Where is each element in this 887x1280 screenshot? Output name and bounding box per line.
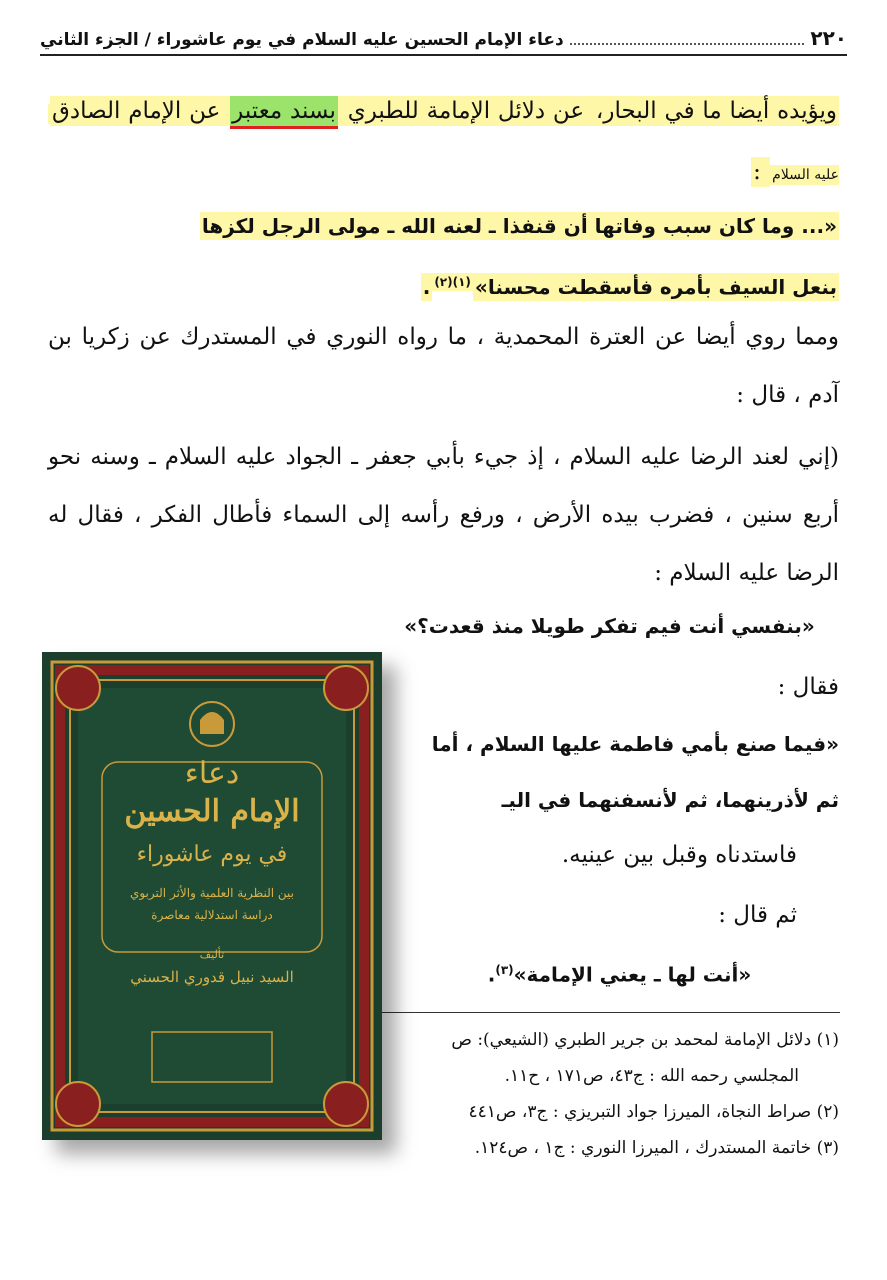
cover-subtitle-2: دراسة استدلالية معاصرة [151,908,273,922]
quote-qunfudh [48,198,839,315]
footnote-text: خاتمة المستدرك ، الميرزا النوري : ج١ ، ص١٢٤. [474,1138,812,1158]
cover-title-1: دعاء [184,756,240,791]
cover-title-2: الإمام الحسين [124,794,300,829]
para1-end: : [753,159,769,185]
quote4-ref: (٣) [495,963,514,977]
cover-by: تأليف [199,948,225,961]
quote1-refs: (١)(٢) [434,275,471,289]
page-number: ٢٢٠ [810,26,847,50]
cover-author: السيد نبيل قدوري الحسني [130,968,294,986]
quote1-line2: بنعل السيف بأمره فأسقطت محسنا» [474,274,837,299]
para1-sanad-highlight: بسند معتبر [230,96,338,129]
footnote-text: المجلسي رحمه الله : ج٤٣، ص١٧١ ، ح١١. [504,1066,799,1086]
para1-part-b: عن دلائل الإمامة للطبري [339,98,585,124]
paragraph-bihar [48,82,839,204]
paragraph-rida: (إني لعند الرضا عليه السلام ، إذ جيء بأبي جعفر ـ الجواد عليه السلام ـ وسنه نحو أربع سنين ، فضرب بيده الأرض ، ورفع رأسه إلى السماء فأطال الفكر ، فقال له الرضا عليه السلام : [48,444,839,586]
running-title: دعاء الإمام الحسين عليه السلام في يوم عاشوراء / الجزء الثاني [40,30,564,50]
honorific: عليه السلام [48,104,839,185]
footnote-number: (٢) [816,1102,839,1122]
line-kissed: فاستدناه وقبل بين عينيه. [561,842,797,868]
book-cover-image [42,652,382,1140]
running-header [40,26,847,56]
cover-title-3: في يوم عاشوراء [136,842,288,867]
quote3-line1: «فيما صنع بأمي فاطمة عليها السلام ، أما [431,732,839,756]
footnote-text: دلائل الإمامة لمحمد بن جرير الطبري (الشيعي): ص [451,1030,812,1050]
quote1-line1: «... وما كان سبب وفاتها أن قنفذا ـ لعنه الله ـ مولى الرجل لكزها [201,214,837,238]
quote-fatima [380,716,839,828]
quote-binafsi: «بنفسي أنت فيم تفكر طويلا منذ قعدت؟» [404,614,815,638]
quote-anta-laha [400,942,839,1003]
quote3-line2: ثم لأذرينهما، ثم لأنسفنهما في اليـ [501,788,839,812]
header-dots [570,43,805,45]
footnote-number: (١) [816,1030,839,1050]
para1-part-d: عن الإمام الصادق [52,98,229,124]
footnote-text: صراط النجاة، الميرزا جواد التبريزي : ج٣، ص٤٤١ [468,1102,812,1122]
cover-subtitle: بين النظرية العلمية والأثر التربوي [129,886,295,900]
said-1: فقال : [777,674,839,700]
quote1-end: . [422,274,431,299]
para1-part-a: ويؤيده أيضا ما في البحار، [588,98,838,124]
said-2: ثم قال : [718,902,797,928]
paragraph-mustadrak: ومما روي أيضا عن العترة المحمدية ، ما رواه النوري في المستدرك عن زكريا بن آدم ، قال : [48,324,839,408]
quote4-end: . [487,962,496,987]
footnote-number: (٣) [816,1138,839,1158]
quote4-text: «أنت لها ـ يعني الإمامة» [513,962,752,987]
